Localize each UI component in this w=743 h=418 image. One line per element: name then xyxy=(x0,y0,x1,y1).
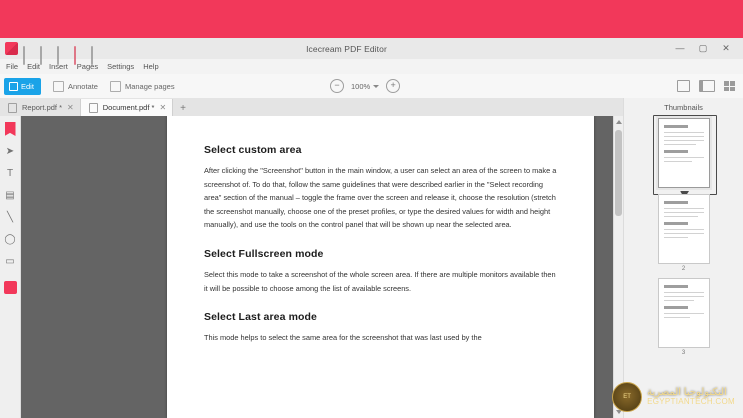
section-body: Select this mode to take a screenshot of the whole screen area. If there are multiple monitors available then it will be possible to choose among the list of available screens. xyxy=(204,269,556,293)
menu-item-pages[interactable]: Pages xyxy=(76,62,99,71)
menu-item-insert[interactable]: Insert xyxy=(49,62,68,71)
dual-page-view-icon[interactable] xyxy=(699,80,715,92)
toolbar-icons xyxy=(18,44,178,60)
thumbnail-page-2[interactable] xyxy=(658,194,710,272)
thumbnails-title: Thumbnails xyxy=(664,103,703,112)
document-icon xyxy=(89,103,98,113)
ribbon-toolbar xyxy=(0,74,743,99)
section-body: After clicking the "Screenshot" button in the main window, a user can select an area of the screen to make a screenshot of. To do that, follow the same guidelines that were described earlier in the "Select recording area" section of the manual – toggle the frame over the screen and release it, choose the resolution (stretch the screenshot manually, choose one of the preset profiles, or type the desired values for width and height manually), and use the tools on the control panel that will be shown up near the selected area. xyxy=(204,166,557,230)
cursor-select-icon[interactable]: ➤ xyxy=(5,146,15,157)
annotate-button[interactable] xyxy=(53,81,98,92)
manage-pages-label: Manage pages xyxy=(124,81,175,91)
edit-mode-label: Edit xyxy=(21,81,34,91)
single-page-view-icon[interactable] xyxy=(677,80,690,92)
manage-pages-icon xyxy=(110,81,121,92)
thumbnail-preview xyxy=(658,278,710,348)
thumbnails-panel xyxy=(623,98,743,418)
tab-document-pdf[interactable] xyxy=(81,99,173,116)
zoom-in-icon[interactable]: + xyxy=(386,79,400,93)
grid-view-icon[interactable] xyxy=(724,81,735,91)
edit-mode-icon xyxy=(9,82,18,91)
menu-item-edit[interactable]: Edit xyxy=(27,62,41,71)
thumbnail-page-number: 2 xyxy=(681,266,686,272)
watermark-english-text: EGYPTIANTECH.COM xyxy=(647,397,735,406)
undo-icon[interactable] xyxy=(74,47,85,58)
tab-report-pdf[interactable] xyxy=(0,99,81,116)
color-swatch[interactable] xyxy=(4,281,17,294)
zoom-level-value: 100% xyxy=(351,81,371,91)
thumbnail-preview xyxy=(658,118,710,188)
document-icon xyxy=(8,103,17,113)
menu-item-help[interactable]: Help xyxy=(143,62,159,71)
zoom-level-dropdown[interactable] xyxy=(351,82,379,91)
pdf-page[interactable] xyxy=(167,116,594,418)
chevron-down-icon xyxy=(373,85,379,88)
document-viewport xyxy=(21,116,623,418)
text-tool-icon[interactable]: T xyxy=(6,168,14,179)
menu-item-file[interactable]: File xyxy=(6,62,19,71)
close-icon[interactable]: ✕ xyxy=(67,103,74,112)
redo-icon[interactable] xyxy=(91,47,102,58)
annotate-label: Annotate xyxy=(67,81,98,91)
thumbnail-preview xyxy=(658,194,710,264)
section-body: This mode helps to select the same area for the screenshot that was last used by the xyxy=(204,333,482,343)
tool-rail xyxy=(0,116,21,418)
image-tool-icon[interactable]: ▤ xyxy=(5,190,15,201)
menu-item-settings[interactable]: Settings xyxy=(107,62,135,71)
rectangle-tool-icon[interactable]: ▭ xyxy=(5,256,15,267)
manage-pages-button[interactable] xyxy=(110,81,175,92)
window-controls xyxy=(675,44,731,53)
view-mode-controls xyxy=(677,80,735,92)
line-tool-icon[interactable]: ╲ xyxy=(6,212,14,223)
thumbnail-page-1[interactable] xyxy=(658,118,710,188)
open-folder-icon[interactable] xyxy=(23,47,34,58)
save-icon[interactable] xyxy=(40,47,51,58)
watermark-arabic-text: التكنولوجيا المصرية xyxy=(647,387,727,398)
print-icon[interactable] xyxy=(57,47,68,58)
bookmark-icon[interactable] xyxy=(5,122,16,136)
watermark xyxy=(612,382,735,412)
thumbnails-list xyxy=(624,116,743,356)
ellipse-tool-icon[interactable]: ◯ xyxy=(4,234,16,245)
maximize-button[interactable]: ▢ xyxy=(698,43,708,53)
scroll-up-icon[interactable] xyxy=(616,120,622,124)
edit-mode-button[interactable] xyxy=(4,78,41,95)
menu-bar xyxy=(0,59,743,74)
close-button[interactable]: ✕ xyxy=(722,43,730,53)
watermark-badge-icon: ET xyxy=(612,382,642,412)
new-tab-button[interactable]: + xyxy=(180,103,186,114)
section-heading: Select Last area mode xyxy=(204,311,317,324)
thumbnail-page-number: 3 xyxy=(681,350,686,356)
zoom-out-icon[interactable]: − xyxy=(330,79,344,93)
tab-label: Document.pdf * xyxy=(102,103,155,112)
section-heading: Select custom area xyxy=(204,144,302,156)
window-title: Icecream PDF Editor xyxy=(306,43,387,54)
minimize-button[interactable]: — xyxy=(675,43,685,53)
section-heading: Select Fullscreen mode xyxy=(204,247,324,260)
app-logo-icon xyxy=(5,42,18,55)
annotate-icon xyxy=(53,81,64,92)
zoom-controls xyxy=(330,79,400,93)
scrollbar-thumb[interactable] xyxy=(615,130,622,216)
thumbnail-page-3[interactable] xyxy=(658,278,710,356)
top-banner xyxy=(0,0,743,38)
document-scrollbar[interactable] xyxy=(613,116,623,418)
close-icon[interactable]: ✕ xyxy=(159,103,167,112)
tab-label: Report.pdf * xyxy=(22,103,63,112)
